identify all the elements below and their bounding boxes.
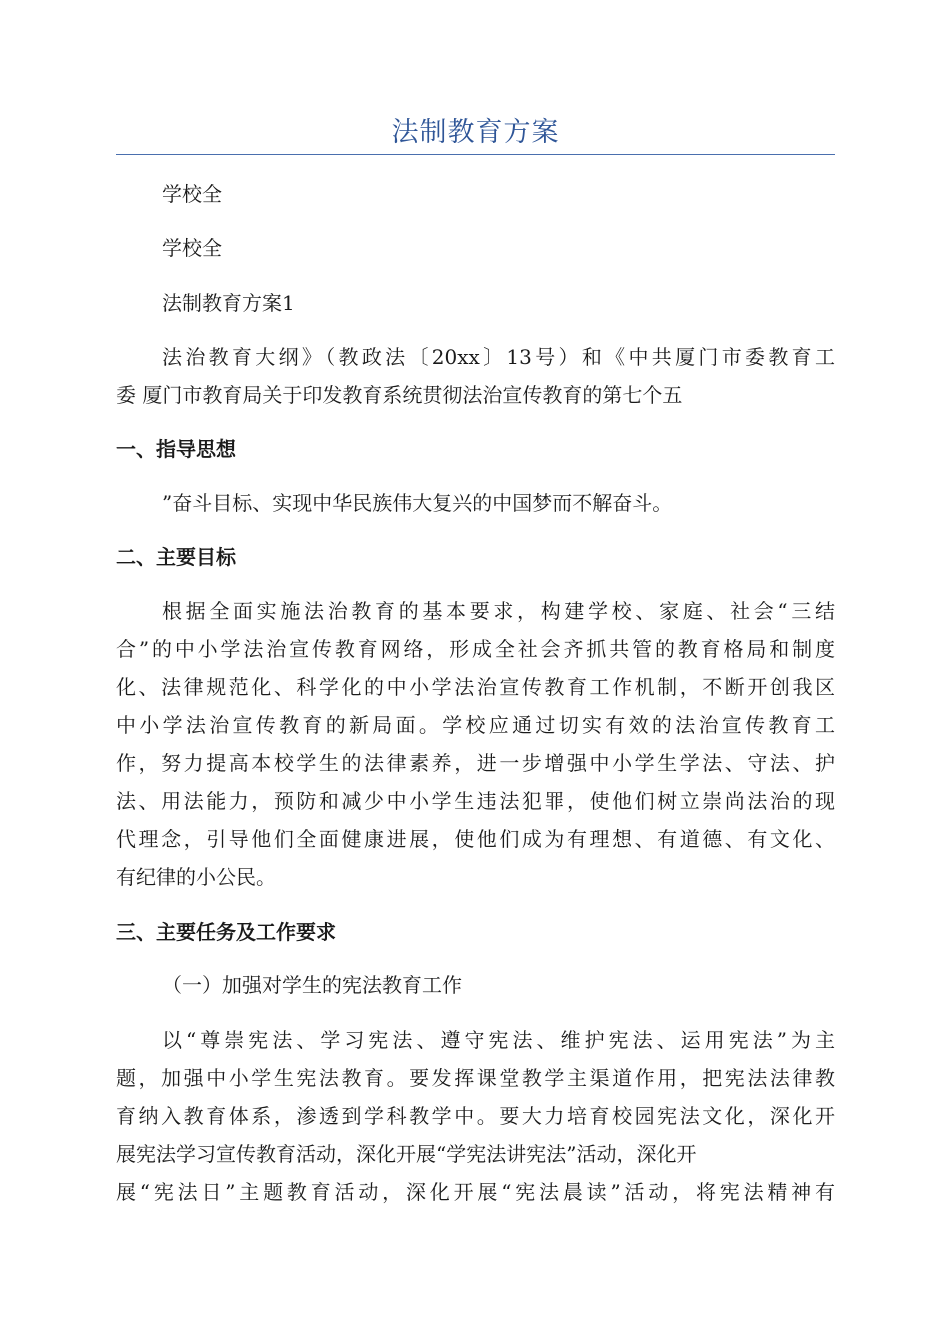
- body-line: 代理念，引导他们全面健康进展，使他们成为有理想、有道德、有文化、: [116, 827, 835, 851]
- body-line: 合”的中小学法治宣传教育网络，形成全社会齐抓共管的教育格局和制度: [116, 637, 835, 661]
- body-line: 作，努力提高本校学生的法律素养，进一步增强中小学生学法、守法、护: [116, 751, 835, 775]
- body-line: 有纪律的小公民。: [116, 865, 276, 889]
- subsection-heading: （一）加强对学生的宪法教育工作: [162, 973, 462, 997]
- body-line: 展“宪法日”主题教育活动，深化开展“宪法晨读”活动，将宪法精神有: [116, 1180, 835, 1204]
- section-heading-guiding-thought: 一、指导思想: [116, 437, 236, 461]
- intro-line: 委 厦门市教育局关于印发教育系统贯彻法治宣传教育的第七个五: [116, 383, 683, 407]
- title-underline: [116, 154, 835, 155]
- intro-line: 法治教育大纲》（教政法〔20xx〕13号）和《中共厦门市委教育工: [162, 345, 835, 369]
- body-line: 以“尊崇宪法、学习宪法、遵守宪法、维护宪法、运用宪法”为主: [162, 1028, 835, 1052]
- body-line: 化、法律规范化、科学化的中小学法治宣传教育工作机制，不断开创我区: [116, 675, 835, 699]
- section-text: ”奋斗目标、实现中华民族伟大复兴的中国梦而不解奋斗。: [162, 491, 673, 515]
- section-heading-main-goals: 二、主要目标: [116, 545, 236, 569]
- body-line: 中小学法治宣传教育的新局面。学校应通过切实有效的法治宣传教育工: [116, 713, 835, 737]
- body-line: 根据全面实施法治教育的基本要求，构建学校、家庭、社会“三结: [162, 599, 835, 623]
- document-title: 法制教育方案: [391, 117, 560, 148]
- section-heading-tasks: 三、主要任务及工作要求: [116, 920, 336, 944]
- paragraph-plan-1: 法制教育方案1: [162, 291, 295, 315]
- body-line: 法、用法能力，预防和减少中小学生违法犯罪，使他们树立崇尚法治的现: [116, 789, 835, 813]
- body-line: 育纳入教育体系，渗透到学科教学中。要大力培育校园宪法文化，深化开: [116, 1104, 835, 1128]
- body-line: 题，加强中小学生宪法教育。要发挥课堂教学主渠道作用，把宪法法律教: [116, 1066, 835, 1090]
- body-line: 展宪法学习宣传教育活动，深化开展“学宪法讲宪法”活动，深化开: [116, 1142, 697, 1166]
- paragraph-school-2: 学校全: [162, 236, 222, 260]
- paragraph-school-1: 学校全: [162, 182, 222, 206]
